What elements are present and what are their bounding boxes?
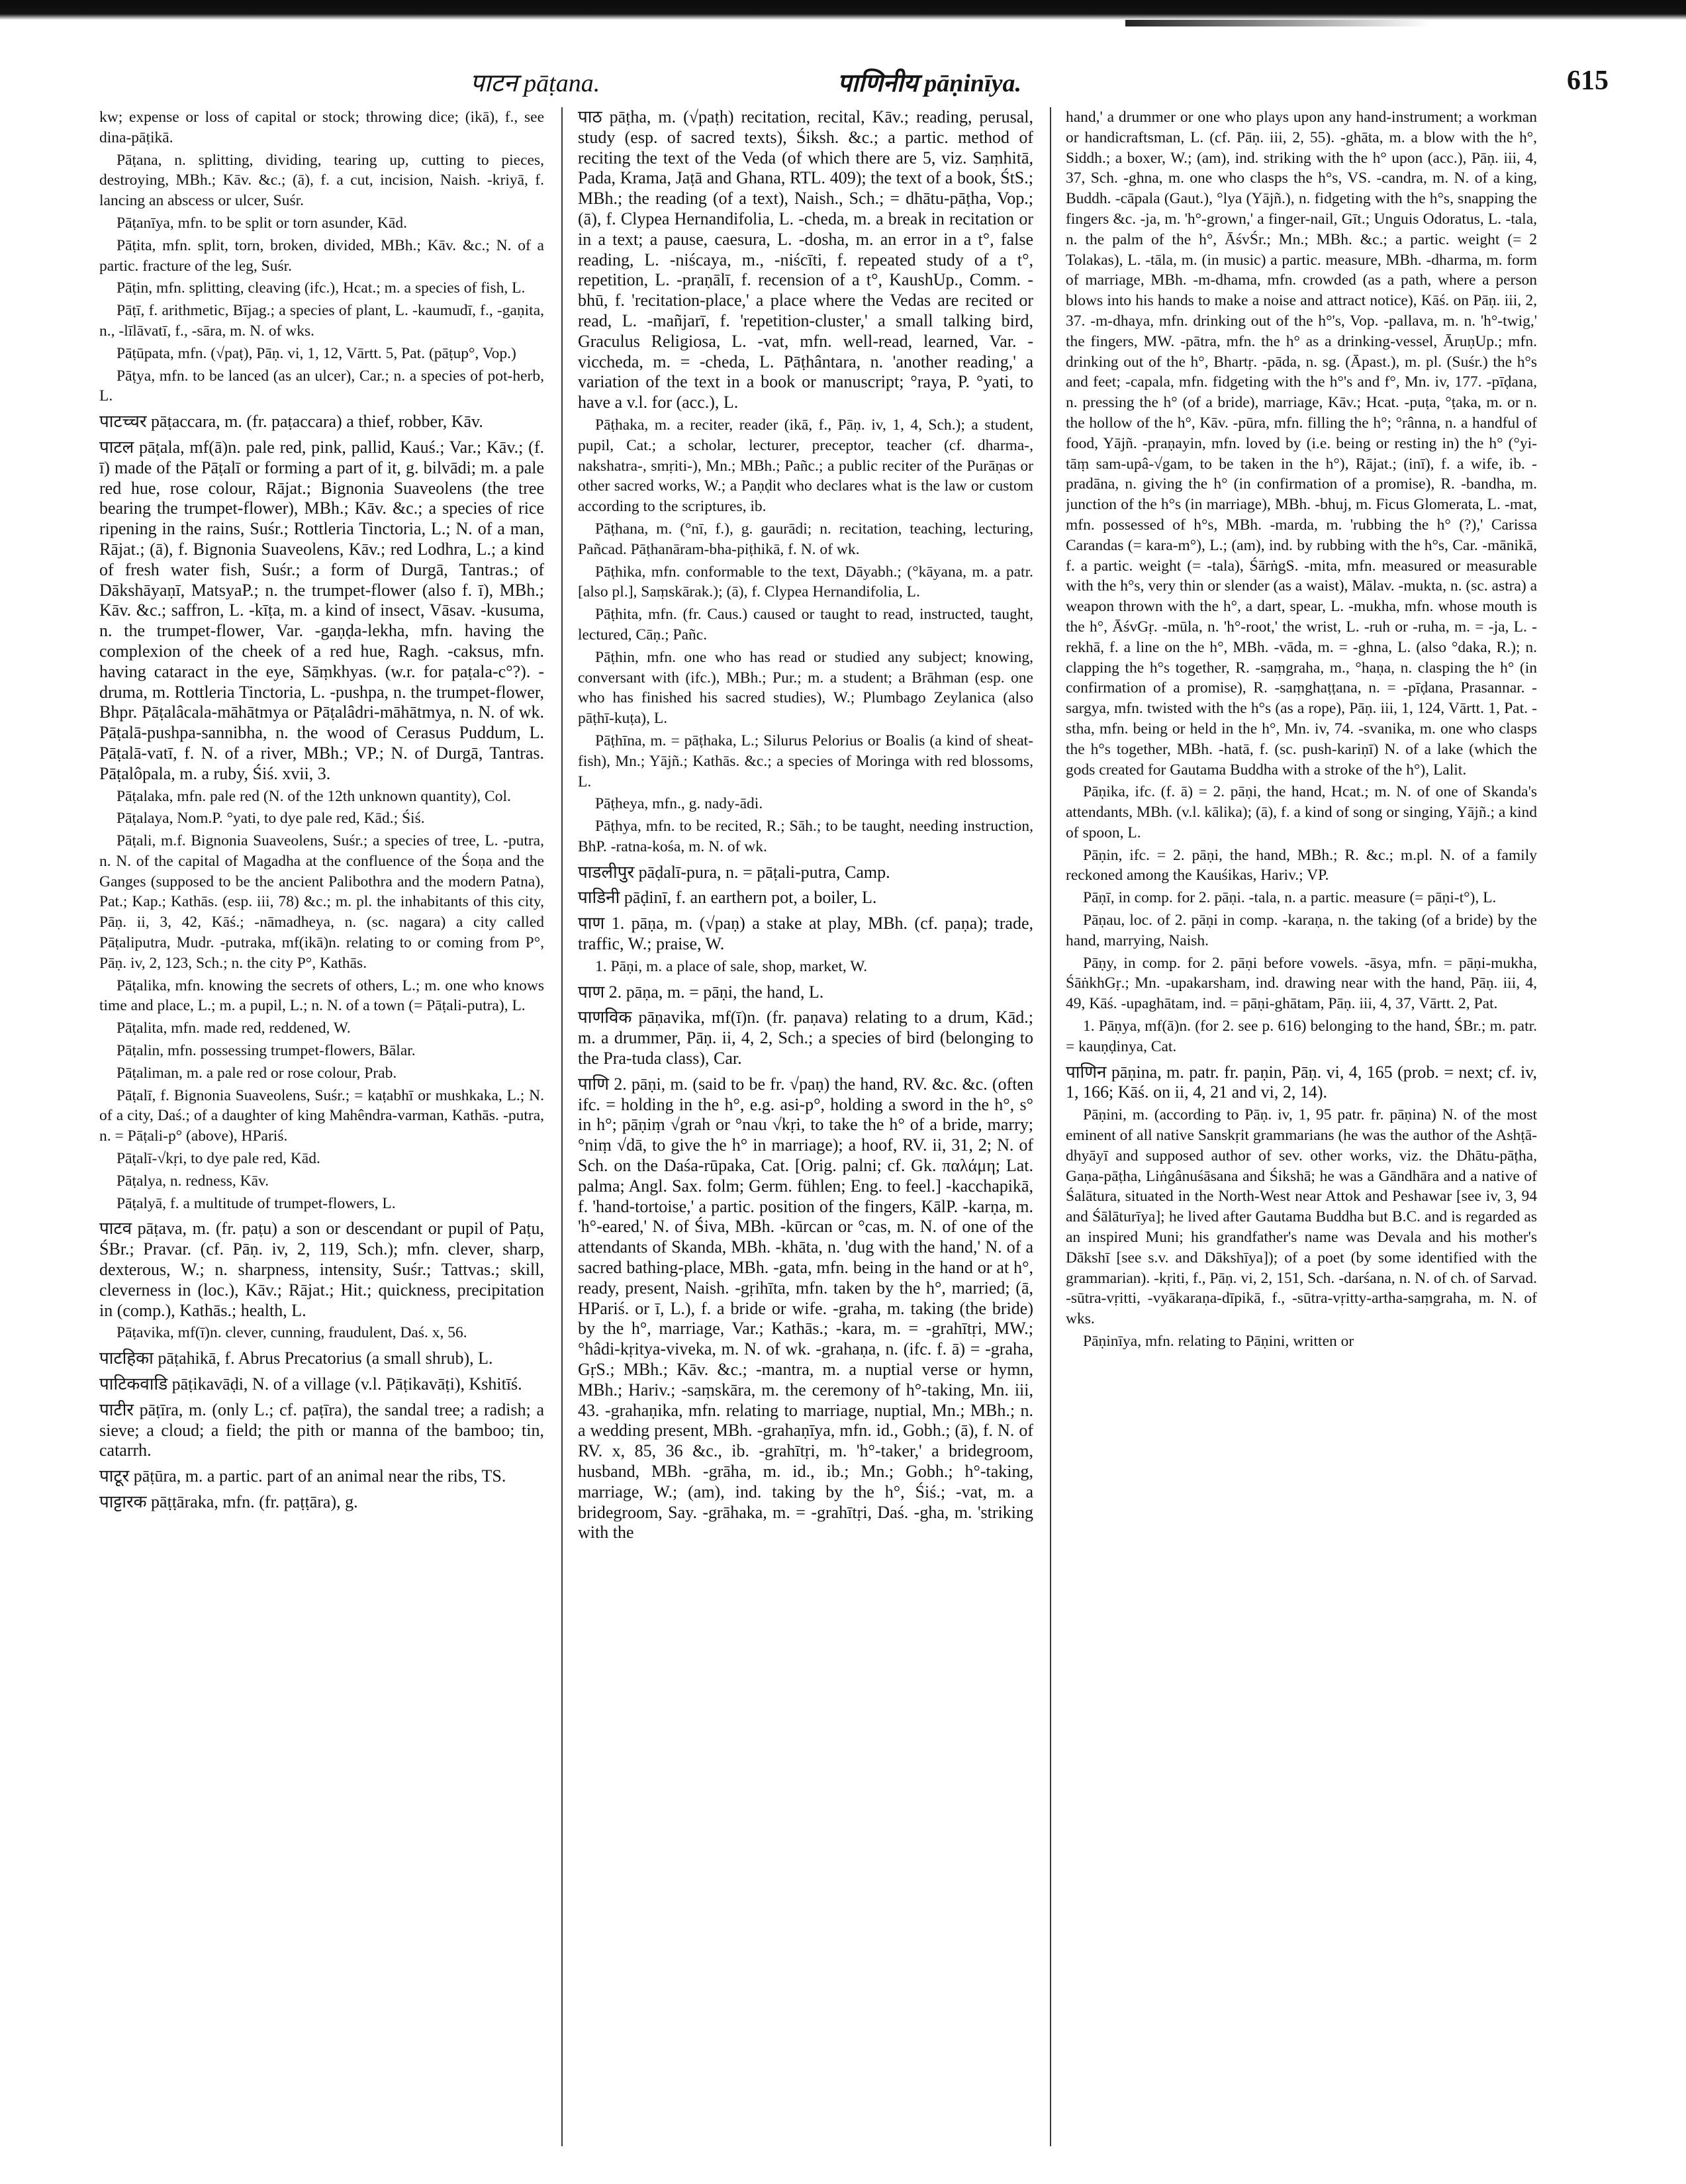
dictionary-entry: Pāṭhin, mfn. one who has read or studied any subject; knowing, conversant with (ifc.), MBh.; Pur.; m. a student; a Brāhman (esp. one who has finished his sacred studies), W.; Plumbago Zeylanica (also pāṭhī-kuṭa), L. [578, 648, 1033, 728]
dictionary-headword-entry: पाट्टारक pāṭṭāraka, mfn. (fr. paṭṭāra), g. [99, 1492, 358, 1511]
dictionary-entry: Pāṇī, in comp. for 2. pāṇi. -tala, n. a partic. measure (= pāṇi-t°), L. [1083, 889, 1497, 907]
dictionary-headword-entry: पाटिकवाडि pāṭikavāḍi, N. of a village (v.l. Pāṭikavāṭi), Kshitīś. [99, 1374, 522, 1394]
column-2 [578, 107, 1033, 2146]
page-top-edge-tail [1125, 20, 1430, 26]
dictionary-entry: Pāṭhya, mfn. to be recited, R.; Sāh.; to be taught, needing instruction, BhP. -ratna-kośa, m. N. of wk. [578, 818, 1033, 855]
dictionary-entry: Pāṇinīya, mfn. relating to Pāṇini, written or [1083, 1333, 1354, 1351]
dictionary-entry: Pāṭalyā, f. a multitude of trumpet-flowers, L. [117, 1194, 396, 1212]
dictionary-entry: Pāṭya, mfn. to be lanced (as an ulcer), Car.; n. a species of pot-herb, L. [99, 367, 544, 405]
dictionary-entry: Pāṭī, f. arithmetic, Bījag.; a species of plant, L. -kaumudī, f., -gaṇita, n., -līlāvatī, f., -sāra, m. N. of wks. [99, 302, 544, 340]
dictionary-headword-entry: पाटच्चर pāṭaccara, m. (fr. paṭaccara) a thief, robber, Kāv. [99, 412, 483, 432]
dictionary-entry: Pāṭheya, mfn., g. nady-ādi. [595, 795, 763, 813]
header-right-guide-word: पाणिनीय pāṇinīya. [837, 70, 1021, 97]
dictionary-headword-entry: पाडिनी pāḍinī, f. an earthern pot, a boiler, L. [578, 888, 877, 908]
dictionary-entry: Pāṇin, ifc. = 2. pāṇi, the hand, MBh.; R. &c.; m.pl. N. of a family reckoned among the Kauśikas, Hariv.; VP. [1066, 846, 1537, 884]
dictionary-entry: Pāṭavika, mf(ī)n. clever, cunning, fraudulent, Daś. x, 56. [117, 1324, 467, 1342]
dictionary-entry: Pāṭalin, mfn. possessing trumpet-flowers, Bālar. [117, 1042, 416, 1060]
column-divider-2 [1050, 107, 1051, 2146]
dictionary-entry: Pāṭanīya, mfn. to be split or torn asunder, Kād. [117, 214, 407, 232]
dictionary-entry: 1. Pāṇya, mf(ā)n. (for 2. see p. 616) belonging to the hand, ŚBr.; m. patr. = kauṇḍinya, Cat. [1066, 1018, 1537, 1055]
dictionary-headword-entry: पाण 2. pāṇa, m. = pāṇi, the hand, L. [578, 982, 824, 1002]
dictionary-entry: Pāṭalaka, mfn. pale red (N. of the 12th unknown quantity), Col. [117, 787, 511, 805]
dictionary-entry: Pāṇy, in comp. for 2. pāṇi before vowels. -āsya, mfn. = pāṇi-mukha, ŚāṅkhGṛ.; Mn. -upakarsham, ind. drawing near with the hand, Pāṇ. iii, 4, 49, Kāś. -upaghātam, ind. = pāṇi-ghātam, Pāṇ. iii, 4, 37, Vārtt. 2, Pat. [1066, 954, 1537, 1013]
dictionary-headword-entry: पाणविक pāṇavika, mf(ī)n. (fr. paṇava) relating to a drum, Kād.; m. a drummer, Pāṇ. ii, 4, 2, Sch.; a species of bird (belonging to the Pra-tuda class), Car. [578, 1008, 1033, 1068]
dictionary-entry: Pāṭalī, f. Bignonia Suaveolens, Suśr.; = kaṭabhī or mushkaka, L.; N. of a city, Daś.; of a daughter of king Mahêndra-varman, Kathās. -putra, n. = Pāṭali-p° (above), HPariś. [99, 1086, 544, 1145]
dictionary-entry: hand,' a drummer or one who plays upon any hand-instrument; a workman or handicraftsman, L. (cf. Pāṇ. iii, 2, 55). -ghāta, m. a blow with the h°, Siddh.; a boxer, W.; (am), ind. striking with the h° upon (acc.), Pāṇ. iii, 4, 37, Sch. -ghna, m. one who clasps the h°s, VS. -candra, m. N. of a king, Buddh. -cāpala (Gaut.), °lya (Yājñ.), n. fidgeting with the h°s, snapping the fingers &c. -ja, m. 'h°-grown,' a finger-nail, Gīt.; Unguis Odoratus, L. -tala, n. the palm of the h°, ĀśvŚr.; Mn.; MBh. &c.; a partic. weight (= 2 Tolakas), L. -tāla, m. (in music) a partic. measure, MBh. -dharma, m. form of marriage, MBh. -m-dhama, mfn. crowded (as a path, where a person blows into his hands to make a noise and attract notice), Kāś. on Pāṇ. iii, 2, 37. -m-dhaya, mfn. drinking out of the h°'s, Vop. -pallava, m. n. 'h°-twig,' the fingers, MW. -pātra, mfn. the h° as a drinking-vessel, ĀruṇUp.; mfn. drinking out of the h°, Bhartṛ. -pāda, n. sg. (Āpast.), m. pl. (Suśr.) the h°s and feet; -capala, mfn. fidgeting with the h°'s and f°, Mn. iv, 177. -pīḍana, n. pressing the h° (of a bride), marriage, Kāv.; Hcat. -puṭa, °ṭaka, m. or n. the hollow of the h°, Kāv. -pūra, mfn. filling the h°; °rânna, n. a handful of food, Yājñ. -praṇayin, mfn. loved by (i.e. being or resting in) the h° (°yi-tāṃ sam-upâ-√gam, to be taken in the h°), Rājat.; (inī), f. a wife, ib. -pradāna, n. giving the h° (in confirmation of a promise), R. -bandha, m. junction of the h°s (in marriage), MBh. -bhuj, m. Ficus Glomerata, L. -mat, mfn. possessed of h°s, MBh. -marda, m. 'rubbing the h° (?),' Carissa Carandas (= kara-m°), L.; (am), ind. by rubbing with the h°s, Car. -mānikā, f. a partic. weight (= -tala), ŚārṅgS. -mita, mfn. measured or measurable with the h°s, very thin or slender (as a waist), Mālav. -mukta, n. (sc. astra) a weapon thrown with the h°, a dart, spear, L. -mukha, mfn. whose mouth is the h°, ĀśvGṛ. -mūla, n. 'h°-root,' the wrist, L. -ruh or -ruha, m. = -ja, L. -rekhā, f. a line on the h°, MBh. -vāda, m. = -ghna, L. (also °daka, R.); n. clapping the h°s together, R. -saṃgraha, m., °haṇa, n. clasping the h° (in confirmation of a promise), R. -saṃghaṭṭana, n. = -pīḍana, Prasannar. -sargya, mfn. twisted with the h°s (as a rope), Pāṇ. iii, 1, 124, Vārtt. 1, Pat. -stha, mfn. being or held in the h°, Mn. iv, 74. -svanika, m. one who clasps the h°s together, MBh. -hatā, f. (sc. push-kariṇī) N. of a lake (which the gods created for Gautama Buddha with a stroke of the h°), Lalit. [1066, 109, 1537, 779]
dictionary-entry: Pāṭana, n. splitting, dividing, tearing up, cutting to pieces, destroying, MBh.; Kāv. &c.; (ā), f. a cut, incision, Naish. -kriyā, f. lancing an abscess or ulcer, Suśr. [99, 151, 544, 210]
column-1 [99, 107, 544, 2146]
running-head [99, 65, 1609, 105]
column-divider-1 [561, 107, 563, 2146]
dictionary-entry: Pāṭhika, mfn. conformable to the text, Dāyabh.; (°kāyana, m. a patr. [also pl.], Saṃskārak.); (ā), f. Clypea Hernandifolia, L. [578, 563, 1033, 601]
dictionary-entry: Pāṭhita, mfn. (fr. Caus.) caused or taught to read, instructed, taught, lectured, Cāṇ.; Pañc. [578, 606, 1033, 643]
dictionary-entry: kw; expense or loss of capital or stock; throwing dice; (ikā), f., see dina-pāṭikā. [99, 109, 544, 146]
dictionary-headword-entry: पाटूर pāṭūra, m. a partic. part of an animal near the ribs, TS. [99, 1466, 506, 1486]
dictionary-entry: Pāṭalita, mfn. made red, reddened, W. [117, 1020, 351, 1037]
dictionary-headword-entry: पाटहिका pāṭahikā, f. Abrus Precatorius (a small shrub), L. [99, 1349, 493, 1368]
dictionary-entry: Pāṭali, m.f. Bignonia Suaveolens, Suśr.; a species of tree, L. -putra, n. N. of the capital of Magadha at the confluence of the Śoṇa and the Ganges (supposed to be the ancient Palibothra and the modern Patna), Pat.; Kap.; Kathās. (esp. iii, 78) &c.; m. pl. the inhabitants of this city, Pāṇ. ii, 3, 42, Kāś.; -nāmadheya, n. (sc. nagara) a city called Pāṭaliputra, Mudr. -putraka, mf(ikā)n. relating to or coming from P°, Pāṇ. iv, 2, 123, Sch.; n. the city P°, Kathās. [99, 832, 544, 972]
dictionary-headword-entry: पाटल pāṭala, mf(ā)n. pale red, pink, pallid, Kauś.; Var.; Kāv.; (f. ī) made of the Pāṭalī or forming a part of it, g. bilvādi; m. a pale red hue, rose colour, Rājat.; Bignonia Suaveolens (the tree bearing the trumpet-flower), MBh.; Kāv. &c.; a species of rice ripening in the rains, Suśr.; Rottleria Tinctoria, L.; N. of a man, Rājat.; (ā), f. Bignonia Suaveolens, Kāv.; red Lodhra, L.; a kind of fresh water fish, Suśr.; a form of Durgā, Tantras.; of Dākshāyaṇī, MatsyaP.; n. the trumpet-flower (also f. ī), MBh.; Kāv. &c.; saffron, L. -kīṭa, m. a kind of insect, Vāsav. -kusuma, n. the trumpet-flower, Var. -gaṇḍa-lekha, mfn. having the complexion of the cheek of a red hue, Ragh. -caksus, mfn. having cataract in the eye, Sāṃkhyas. (w.r. for paṭala-c°?). -druma, m. Rottleria Tinctoria, L. -pushpa, n. the trumpet-flower, Bhpr. Pāṭalâcala-māhātmya or Pāṭalâdri-māhātmya, n. N. of wk. Pāṭalā-pushpa-sannibha, n. the wood of Cerasus Puddum, L. Pāṭalā-vatī, f. N. of a river, MBh.; VP.; N. of Durgā, Tantras. Pāṭalôpala, m. a ruby, Śiś. xvii, 3. [99, 437, 544, 783]
dictionary-entry: Pāṭhīna, m. = pāṭhaka, L.; Silurus Pelorius or Boalis (a kind of sheat-fish), Mn.; Yājñ.; Kathās. &c.; a species of Moringa with red blossoms, L. [578, 732, 1033, 790]
dictionary-entry: Pāṭalī-√kṛi, to dye pale red, Kād. [117, 1150, 320, 1168]
dictionary-entry: Pāṇau, loc. of 2. pāṇi in comp. -karaṇa, n. the taking (of a bride) by the hand, marrying, Naish. [1066, 912, 1537, 949]
dictionary-entry: Pāṭalaya, Nom.P. °yati, to dye pale red, Kād.; Śiś. [117, 810, 425, 828]
dictionary-headword-entry: पाटीर pāṭīra, m. (only L.; cf. paṭīra), the sandal tree; a radish; a sieve; a cloud; a field; the pith or manna of the bamboo; tin, catarrh. [99, 1400, 544, 1460]
dictionary-entry: 1. Pāṇi, m. a place of sale, shop, market, W. [595, 957, 868, 975]
dictionary-entry: Pāṭalya, n. redness, Kāv. [117, 1172, 269, 1190]
page-top-edge [0, 0, 1686, 20]
dictionary-headword-entry: पाटव pāṭava, m. (fr. paṭu) a son or descendant or pupil of Paṭu, ŚBr.; Pravar. (cf. Pāṇ. iv, 2, 119, Sch.); mfn. clever, sharp, dexterous, W.; n. sharpness, intensity, Suśr.; Tattvas.; skill, cleverness in (loc.), Kāv.; Rājat.; Hit.; quickness, precipitation in (comp.), Kathās.; health, L. [99, 1219, 544, 1320]
dictionary-headword-entry: पाणिन pāṇina, m. patr. fr. paṇin, Pāṇ. vi, 4, 165 (prob. = next; cf. iv, 1, 166; Kāś. on ii, 4, 21 and vi, 2, 14). [1066, 1062, 1537, 1102]
dictionary-entry: Pāṭin, mfn. splitting, cleaving (ifc.), Hcat.; m. a species of fish, L. [117, 279, 526, 297]
dictionary-headword-entry: पाणि 2. pāṇi, m. (said to be fr. √paṇ) the hand, RV. &c. &c. (often ifc. = holding in the h°, e.g. asi-p°, holding a sword in the h°, s° in h°; pāṇiṃ √grah or °nau √kṛi, to take the h° of a bride, marry; °niṃ √dā, to give the h° in marriage); a hoof, RV. ii, 31, 2; N. of Sch. on the Daśa-rūpaka, Cat. [Orig. palni; cf. Gk. παλάμη; Lat. palma; Angl. Sax. folm; Germ. fühlen; Eng. to feel.] -kacchapikā, f. 'hand-tortoise,' a partic. position of the fingers, KālP. -karṇa, m. 'h°-eared,' N. of Śiva, MBh. -kūrcan or °cas, m. N. of one of the attendants of Skanda, MBh. -khāta, n. 'dug with the hand,' N. of a sacred bathing-place, MBh. -gata, mfn. being in the hand or at h°, ready, present, Naish. -gṛihīta, mfn. taken by the h°, married; (ā, HPariś. or ī, L.), f. a bride or wife. -graha, m. taking (the bride) by the h°, marriage, Var.; Kathās.; -kara, m. = -grahītṛi, MW.; °hâdi-kṛitya-viveka, m. N. of wk. -grahaṇa, n. (ifc. f. ā) = -graha, GṛS.; MBh.; Kāv. &c.; -mantra, m. a nuptial verse or hymn, MBh.; Hariv.; -saṃskāra, m. the ceremony of h°-taking, Mn. iii, 43. -grahaṇika, mfn. relating to marriage, nuptial, Mn.; MBh.; n. a wedding present, MBh. -grahaṇīya, mfn. id., Gobh.; (ā), f. N. of RV. x, 85, 36 &c., ib. -grahītṛi, m. 'h°-taker,' a bridegroom, husband, MBh. -grāha, m. id., ib.; Mn.; Gobh.; h°-taking, marriage, W.; (am), ind. taking by the h°, Śiś.; -vat, m. a bridegroom, Say. -grāhaka, m. = -grahītṛi, Daś. -gha, m. 'striking with the [578, 1074, 1033, 1543]
dictionary-entry: Pāṇini, m. (according to Pāṇ. iv, 1, 95 patr. fr. pāṇina) N. of the most eminent of all native Sanskṛit grammarians (he was the author of the Ashṭā-dhyāyī and supposed author of sev. other works, viz. the Dhātu-pāṭha, Gaṇa-pāṭha, Liṅgânuśāsana and Śikshā; he was a Gāndhāra and a native of Śalātura, situated in the North-West near Attok and Peshawar [see iv, 3, 94 and Śālāturīya]; he lived after Gautama Buddha but B.C. and is regarded as an inspired Muni; his grandfather's name was Devala and his mother's Dākshī [see s.v. and Dākshīya]); of a poet (by some identified with the grammarian). -kṛiti, f., Pāṇ. vi, 2, 151, Sch. -darśana, n. N. of ch. of Sarvad. -sūtra-vṛitti, -vyākaraṇa-dīpikā, f., -sūtra-vṛitty-artha-saṃgraha, m. N. of wks. [1066, 1106, 1537, 1328]
dictionary-entry: Pāṭūpata, mfn. (√paṭ), Pāṇ. vi, 1, 12, Vārtt. 5, Pat. (pāṭup°, Vop.) [117, 344, 516, 362]
page-number: 615 [1567, 66, 1609, 96]
dictionary-entry: Pāṭaliman, m. a pale red or rose colour, Prab. [117, 1064, 397, 1082]
dictionary-headword-entry: पाण 1. pāṇa, m. (√paṇ) a stake at play, MBh. (cf. paṇa); trade, traffic, W.; praise, W. [578, 914, 1033, 954]
dictionary-entry: Pāṭhana, m. (°nī, f.), g. gaurādi; n. recitation, teaching, lecturing, Pañcad. Pāṭhanāram-bha-piṭhikā, f. N. of wk. [578, 520, 1033, 558]
dictionary-entry: Pāṭalika, mfn. knowing the secrets of others, L.; m. one who knows time and place, L.; m. a pupil, L.; n. N. of a town (= Pāṭali-putra), L. [99, 976, 544, 1015]
dictionary-headword-entry: पाठ pāṭha, m. (√paṭh) recitation, recital, Kāv.; reading, perusal, study (esp. of sacred texts), Śiksh. &c.; a partic. method of reciting the text of the Veda (of which there are 5, viz. Saṃhitā, Pada, Krama, Jaṭā and Ghana, RTL. 409); the text of a book, ŚtS.; MBh.; the reading (of a text), Naish., Sch.; = dhātu-pāṭha, Vop.; (ā), f. Clypea Hernandifolia, L. -cheda, m. a break in recitation or in a text; a pause, caesura, L. -dosha, m. an error in a t°, false reading, L. -niścaya, m., -niścīti, f. repeated study of a t°, repetition, L. -praṇālī, f. recension of a t°, KaushUp., Comm. -bhū, f. 'recitation-place,' a place where the Vedas are recited or read, L. -mañjarī, f. 'repetition-cluster,' a small talking bird, Graculus Religiosa, L. -vat, mfn. well-read, learned, Var. -viccheda, m. = -cheda, L. Pāṭhântara, n. 'another reading,' a variation of the text in a book or manuscript; °raya, P. °yati, to have a v.l. for (acc.), L. [578, 107, 1033, 412]
dictionary-entry: Pāṭhaka, m. a reciter, reader (ikā, f., Pāṇ. iv, 1, 4, Sch.); a student, pupil, Cat.; a scholar, lecturer, preceptor, teacher (cf. dharma-, nakshatra-, smṛiti-), Mn.; MBh.; Pañc.; a public reciter of the Purāṇas or other sacred works, W.; a Paṇḍit who declares what is the law or custom according to the scriptures, ib. [578, 416, 1033, 516]
dictionary-entry: Pāṭita, mfn. split, torn, broken, divided, MBh.; Kāv. &c.; N. of a partic. fracture of the leg, Suśr. [99, 236, 544, 275]
dictionary-headword-entry: पाडलीपुर pāḍalī-pura, n. = pāṭali-putra, Camp. [578, 862, 890, 882]
header-left-guide-word: पाटन pāṭana. [470, 70, 600, 97]
column-3 [1066, 107, 1537, 2146]
dictionary-entry: Pāṇika, ifc. (f. ā) = 2. pāṇi, the hand, Hcat.; m. N. of one of Skanda's attendants, MBh. (v.l. kālika); (ā), f. a kind of song or singing, Yājñ.; a kind of spoon, L. [1066, 783, 1537, 841]
